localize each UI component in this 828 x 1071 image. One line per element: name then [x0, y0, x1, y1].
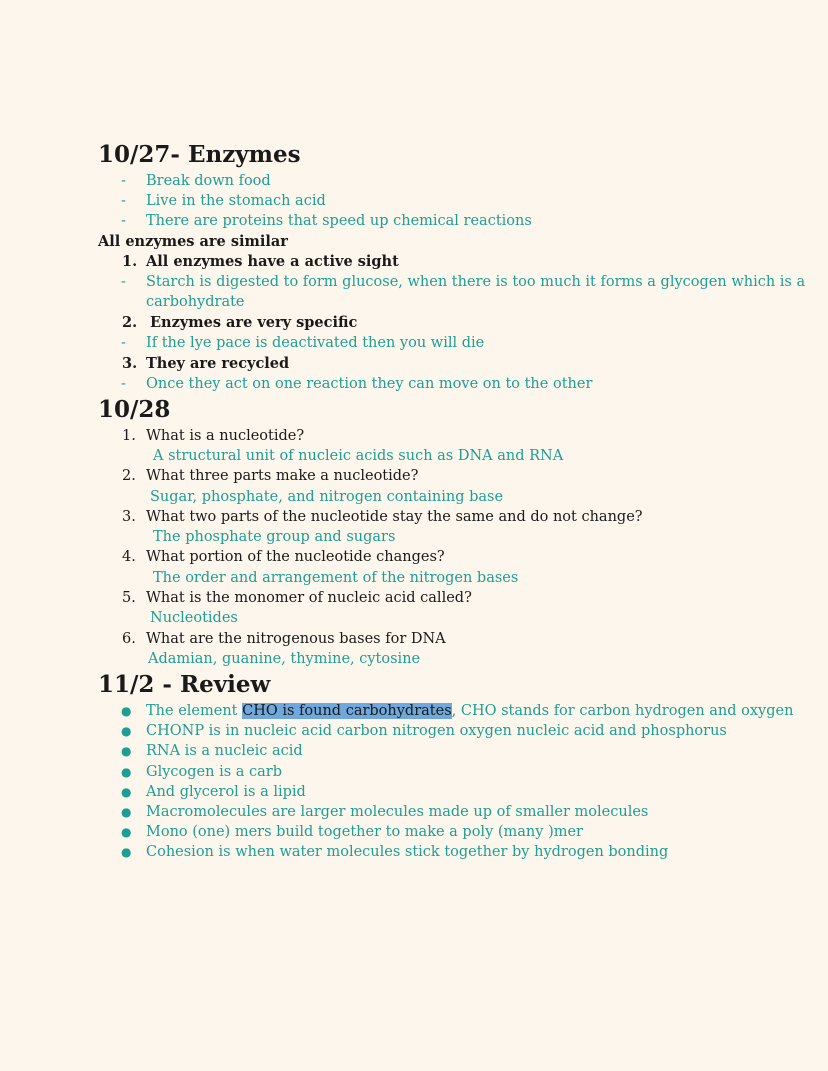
bullet-marker: ●: [121, 724, 132, 738]
point-text: All enzymes have a active sight: [146, 253, 399, 270]
bullet-marker: ●: [121, 805, 132, 819]
question-text: What is the monomer of nucleic acid called?: [146, 590, 472, 606]
dash-marker: -: [121, 193, 126, 209]
answer-text-span: Sugar, phosphate, and nitrogen containing base: [150, 489, 504, 505]
question-number: 6.: [122, 631, 136, 647]
bullet-text-part: , CHO stands for carbon hydrogen and oxygen: [451, 703, 794, 719]
bullet-item-text: RNA is a nucleic acid: [146, 743, 303, 759]
dash-item-text: Once they act on one reaction they can move on to the other: [146, 376, 593, 392]
dash-item-text: Starch is digested to form glucose, when there is too much it forms a glycogen which is a: [146, 274, 806, 290]
answer-text-span: The order and arrangement of the nitrogen bases: [153, 570, 519, 586]
highlighted-text: CHO is found carbohydrates: [242, 703, 452, 719]
bullet-marker: ●: [121, 704, 132, 718]
bullet-marker: ●: [121, 765, 132, 779]
bullet-marker: ●: [121, 785, 132, 799]
answer-text-span: Nucleotides: [150, 610, 238, 626]
bullet-item-text: CHONP is in nucleic acid carbon nitrogen oxygen nucleic acid and phosphorus: [146, 723, 727, 739]
question-number: 4.: [122, 549, 136, 565]
heading-review: 11/2 - Review: [98, 671, 271, 698]
question-text: What three parts make a nucleotide?: [146, 468, 419, 484]
heading-10-28: 10/28: [98, 396, 171, 423]
question-text: What are the nitrogenous bases for DNA: [146, 631, 446, 647]
bullet-item-text: And glycerol is a lipid: [146, 784, 306, 800]
dash-item-text: Break down food: [146, 173, 271, 189]
point-number: 1.: [122, 253, 138, 270]
question-text: What is a nucleotide?: [146, 428, 305, 444]
bullet-item-text: Glycogen is a carb: [146, 764, 282, 780]
dash-item-text: carbohydrate: [146, 294, 245, 310]
dash-marker: -: [121, 213, 126, 229]
bullet-item-text: Mono (one) mers build together to make a poly (many )mer: [146, 824, 583, 840]
dash-marker: -: [121, 376, 126, 392]
dash-marker: -: [121, 335, 126, 351]
question-text: What two parts of the nucleotide stay the same and do not change?: [146, 509, 643, 525]
bullet-marker: ●: [121, 744, 132, 758]
point-text: They are recycled: [146, 355, 290, 372]
question-text: What portion of the nucleotide changes?: [146, 549, 445, 565]
bullet-item-text: Macromolecules are larger molecules made up of smaller molecules: [146, 804, 649, 820]
answer-text-span: The phosphate group and sugars: [153, 529, 396, 545]
bullet-item-text: Cohesion is when water molecules stick together by hydrogen bonding: [146, 844, 669, 860]
dash-item-text: There are proteins that speed up chemical reactions: [146, 213, 532, 229]
answer-text-span: A structural unit of nucleic acids such as DNA and RNA: [153, 448, 564, 464]
point-number: 2.: [122, 314, 138, 331]
dash-item-text: If the lye pace is deactivated then you will die: [146, 335, 485, 351]
question-number: 1.: [122, 428, 136, 444]
point-number: 3.: [122, 355, 138, 372]
answer-text-span: Adamian, guanine, thymine, cytosine: [148, 651, 421, 667]
subheading-enzymes-similar: All enzymes are similar: [98, 233, 288, 250]
dash-marker: -: [121, 274, 126, 290]
question-number: 2.: [122, 468, 136, 484]
dash-marker: -: [121, 173, 126, 189]
dash-item-text: Live in the stomach acid: [146, 193, 326, 209]
point-text: Enzymes are very specific: [150, 314, 358, 331]
bullet-item-text: [146, 701, 793, 721]
bullet-text-part: The element: [146, 703, 243, 719]
bullet-marker: ●: [121, 825, 132, 839]
heading-enzymes: 10/27- Enzymes: [98, 141, 301, 168]
question-number: 3.: [122, 509, 136, 525]
question-number: 5.: [122, 590, 136, 606]
bullet-marker: ●: [121, 845, 132, 859]
